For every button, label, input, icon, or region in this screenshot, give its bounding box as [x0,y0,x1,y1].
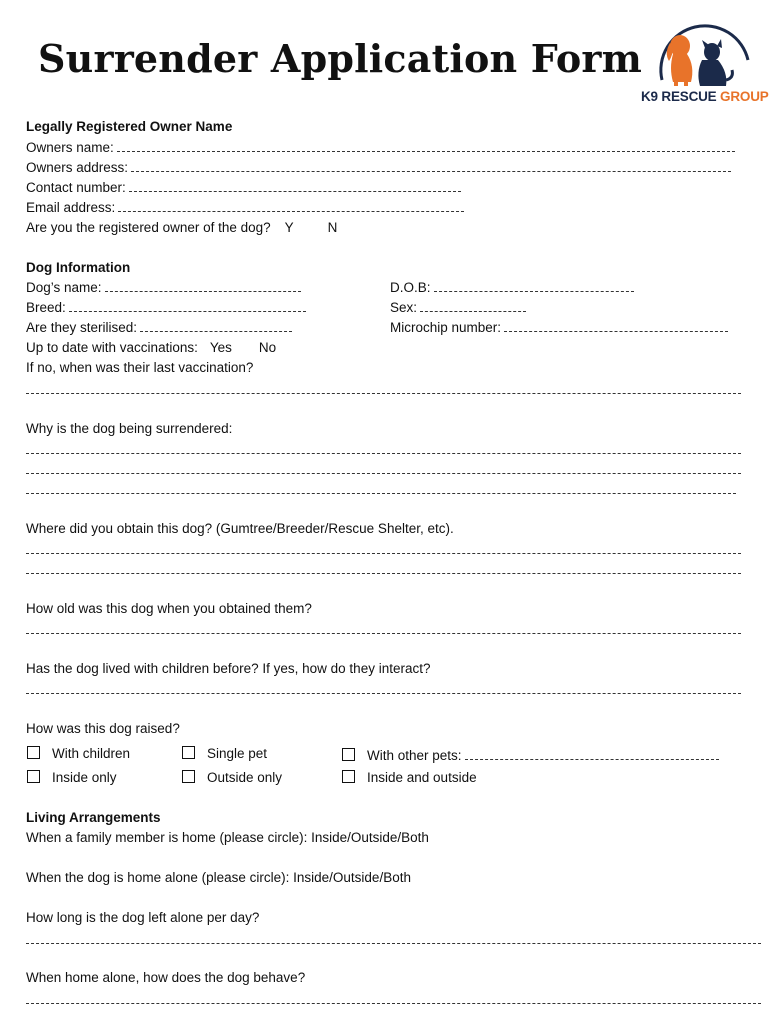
owner-name-label: Owners name: [26,140,114,155]
answer-line[interactable] [26,493,736,494]
sex-label: Sex: [390,300,418,315]
dob-row [390,280,634,296]
owner-name-field[interactable] [117,141,735,152]
answer-line[interactable] [26,693,741,694]
email-row [26,200,464,216]
vaccinations-label: Up to date with vaccinations: [26,340,198,355]
option-label: Single pet [207,746,268,761]
answer-line[interactable] [26,453,741,454]
last-vaccination-line[interactable] [26,393,741,394]
where-obtained-question: Where did you obtain this dog? (Gumtree/Breeder/Rescue Shelter, etc). [26,521,454,536]
microchip-label: Microchip number: [390,320,502,335]
sex-row [390,300,526,316]
email-label: Email address: [26,200,116,215]
sterilised-label: Are they sterilised: [26,320,138,335]
last-vaccination-question: If no, when was their last vaccination? [26,360,254,375]
microchip-row [390,320,728,336]
contact-label: Contact number: [26,180,126,195]
option-label: With children [52,746,131,761]
owner-heading: Legally Registered Owner Name [26,119,233,134]
vaccinations-yes[interactable]: Yes [209,340,232,355]
dog-heading: Dog Information [26,260,131,275]
sterilised-field[interactable] [140,321,292,332]
option-label: Outside only [207,770,283,785]
option-with-children[interactable] [27,746,130,762]
owner-address-field[interactable] [131,161,731,172]
registered-owner-question: Are you the registered owner of the dog? [26,220,271,235]
family-home-question: When a family member is home (please circle): Inside/Outside/Both [26,830,429,845]
contact-row [26,180,461,196]
option-label: With other pets: [367,748,462,763]
registered-owner-row [26,220,337,236]
why-surrendered-question: Why is the dog being surrendered: [26,421,233,436]
option-single-pet[interactable] [182,746,267,762]
form-title: Surrender Application Form [38,36,643,81]
registered-no[interactable]: N [327,220,338,235]
vaccinations-no[interactable]: No [258,340,277,355]
checkbox[interactable] [27,770,40,783]
checkbox[interactable] [182,746,195,759]
contact-field[interactable] [129,181,461,192]
checkbox[interactable] [182,770,195,783]
option-label: Inside and outside [367,770,477,785]
behave-question: When home alone, how does the dog behave? [26,970,306,985]
option-label: Inside only [52,770,117,785]
answer-line[interactable] [26,943,761,944]
dob-field[interactable] [434,281,634,292]
email-field[interactable] [118,201,464,212]
logo-text-k9: K9 RESCUE [641,89,717,104]
option-outside-only[interactable] [182,770,282,786]
checkbox[interactable] [342,748,355,761]
home-alone-question: When the dog is home alone (please circle): Inside/Outside/Both [26,870,411,885]
dob-label: D.O.B: [390,280,431,295]
left-alone-question: How long is the dog left alone per day? [26,910,260,925]
dog-name-field[interactable] [105,281,301,292]
owner-address-row [26,160,731,176]
answer-line[interactable] [26,553,741,554]
vaccinations-row [26,340,276,356]
living-heading: Living Arrangements [26,810,161,825]
breed-label: Breed: [26,300,66,315]
children-question: Has the dog lived with children before? If yes, how do they interact? [26,661,431,676]
logo-text-group: GROUP [720,89,769,104]
option-inside-only[interactable] [27,770,117,786]
how-old-question: How old was this dog when you obtained them? [26,601,312,616]
option-with-other-pets[interactable] [342,748,719,764]
logo-wordmark [641,89,769,104]
registered-yes[interactable]: Y [284,220,294,235]
owner-address-label: Owners address: [26,160,129,175]
checkbox[interactable] [27,746,40,759]
sex-field[interactable] [420,301,526,312]
breed-field[interactable] [69,301,306,312]
answer-line[interactable] [26,1003,761,1004]
option-inside-outside[interactable] [342,770,477,786]
owner-name-row [26,140,735,156]
dog-name-label: Dog’s name: [26,280,102,295]
other-pets-field[interactable] [465,749,719,760]
checkbox[interactable] [342,770,355,783]
sterilised-row [26,320,292,336]
microchip-field[interactable] [504,321,728,332]
answer-line[interactable] [26,473,741,474]
answer-line[interactable] [26,633,741,634]
breed-row [26,300,306,316]
answer-line[interactable] [26,573,741,574]
raised-question: How was this dog raised? [26,721,180,736]
dog-name-row [26,280,301,296]
